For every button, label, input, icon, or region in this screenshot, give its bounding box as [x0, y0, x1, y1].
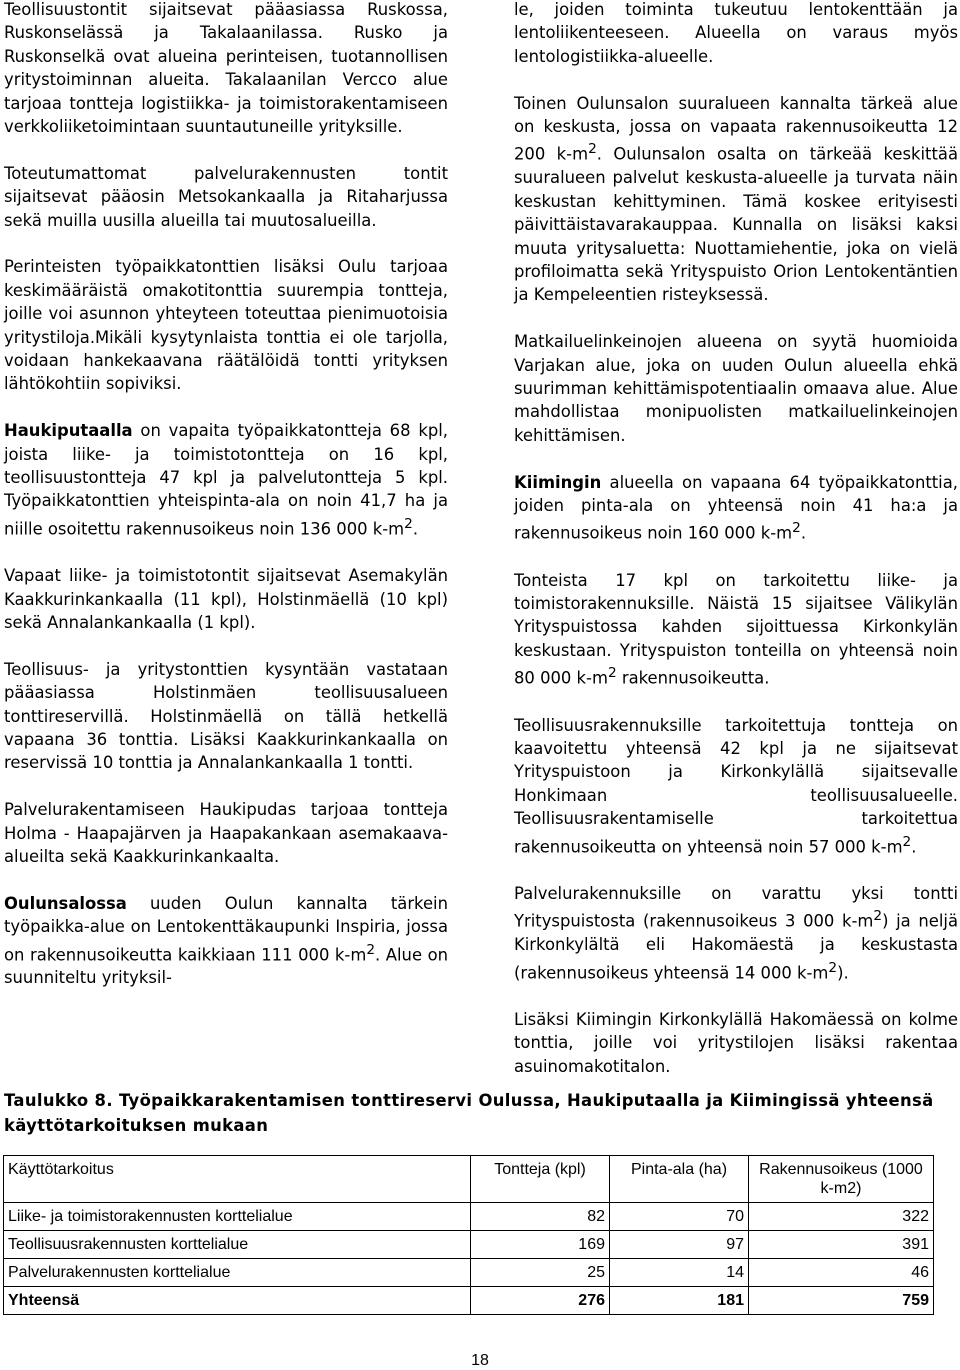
table-row — [4, 1259, 934, 1287]
header-rakennusoikeus: Rakennusoikeus (1000 k-m2) — [749, 1156, 934, 1203]
paragraph-teollisuustontit: Teollisuustontit sijaitsevat pääasiassa Ruskossa, Ruskonselässä ja Takalaanilassa. Rusko ja Ruskonselkä ovat alueina perinteisen, tuotannollisen yritystoiminnan alueita. Takalaanilan Vercco alue tarjoaa tontteja logistiikka- ja toimistorakentamiseen verkkoliiketoimintaan suuntautuneille yrityksille. — [4, 0, 448, 137]
superscript: 2 — [902, 833, 912, 850]
text-span: . — [800, 523, 807, 543]
superscript: 2 — [404, 515, 413, 532]
text-span: uuden Oulun kannalta tärkein työpaikka-alue on Lentokenttäkaupunki Inspiria, jossa on rakennusoikeutta kaikkiaan 111 000 k-m — [4, 893, 448, 965]
paragraph-lentokentta: le, joiden toiminta tukeutuu lentokenttään ja lentoliikenteeseen. Alueella on varaus myös lentologistiikka-alueelle. — [514, 0, 958, 66]
page-number: 18 — [471, 1352, 489, 1369]
paragraph-tyopaikkatontit: Perinteisten työpaikkatonttien lisäksi Oulu tarjoaa keskimääräistä omakotitonttia suurempia tontteja, joille voi asunnon yhteyteen toteuttaa pienimuotoisia yritystiloja.Mikäli kysytynlaista tonttia ei ole tarjolla, voidaan hankekaavana räätälöidä tontti yrityksen lähtökohtiin sopiviksi. — [4, 257, 448, 394]
text-span: Teollisuusrakennuksille tarkoitettuja tontteja on kaavoitettu yhteensä 42 kpl ja ne sijaitsevat Yrityspuistoon ja Kirkonkylällä sijaitsevalle Honkimaan teollisuusalueelle. Teollisuusrakentamiselle tarkoitettua rakennusoikeutta on yhteensä noin 57 000 k-m — [514, 715, 958, 857]
text-span: Palvelurakennuksille on varattu yksi tontti Yrityspuistosta (rakennusoikeus 3 000 k-m — [514, 883, 958, 931]
cell-name: Palvelurakennusten korttelialue — [4, 1259, 471, 1287]
paragraph-teollisuus-kiiminki — [514, 714, 958, 859]
header-kayttotarkoitus: Käyttötarkoitus — [4, 1156, 471, 1203]
superscript: 2 — [873, 908, 883, 925]
cell-total-plots: 276 — [471, 1287, 610, 1315]
tonttireservi-table — [3, 1155, 934, 1315]
left-text-column — [4, 0, 448, 990]
paragraph-matkailu: Matkailuelinkeinojen alueena on syytä huomioida Varjakan alue, joka on uuden Oulun alueella ehkä suurimman kehittämispotentiaalin omaava alue. Alue mahdollistaa monipuolisten matkailuelinkeinojen kehittämisen. — [514, 332, 958, 445]
highlight-haukiputaalla: Haukiputaalla — [4, 421, 133, 441]
text-span: . Alue on suunniteltu yrityksil- — [4, 945, 448, 988]
superscript: 2 — [828, 959, 838, 976]
table-caption: Taulukko 8. Työpaikkarakentamisen tonttireservi Oulussa, Haukiputaalla ja Kiimingissä yhteensä käyttötarkoituksen mukaan — [4, 1091, 934, 1135]
cell-rights: 391 — [749, 1231, 934, 1259]
cell-name: Liike- ja toimistorakennusten korttelialue — [4, 1203, 471, 1231]
cell-name: Teollisuusrakennusten korttelialue — [4, 1231, 471, 1259]
cell-total-rights: 759 — [749, 1287, 934, 1315]
text-span: Tonteista 17 kpl on tarkoitettu liike- ja toimistorakennuksille. Näistä 15 sijaitsee Välikylän Yrityspuistossa kahden sijoittuessa Kirkonkylän keskustaan. Yrityspuiston tonteilla on yhteensä noin 80 000 k-m — [514, 570, 958, 688]
paragraph-palvelurakennukset: Toteutumattomat palvelurakennusten tontit sijaitsevat pääosin Metsokankaalla ja Ritaharjussa sekä muilla uusilla alueilla tai muutosalueilla. — [4, 163, 448, 230]
text-span: . — [911, 837, 917, 857]
superscript: 2 — [792, 520, 801, 537]
table-total-row — [4, 1287, 934, 1315]
paragraph-liike-toimistotontit: Vapaat liike- ja toimistotontit sijaitsevat Asemakylän Kaakkurinkankaalla (11 kpl), Holstinmäellä (10 kpl) sekä Annalankankaalla (1 kpl). — [4, 566, 448, 632]
text-span: alueella on vapaana 64 työpaikkatonttia, joiden pinta-ala on yhteensä noin 41 ha:a ja rakennusoikeus noin 160 000 k-m — [514, 472, 958, 543]
cell-area: 70 — [610, 1203, 749, 1231]
cell-area: 14 — [610, 1259, 749, 1287]
text-span: . Oulunsalon osalta on tärkeää keskittää suuralueen palvelut keskusta-alueelle ja turvata näin keskustan kehittyminen. Tämä koskee erityisesti päivittäistavarakauppaa. Kunnalla on lisäksi kaksi muuta yritysaluetta: Nuottamiehentie, joka on vielä profiloimatta sekä Yrityspuisto Orion Lentokentäntien ja Kempeleentien risteyksessä. — [514, 144, 958, 305]
paragraph-teollisuus-kysynta: Teollisuus- ja yritystonttien kysyntään vastataan pääasiassa Holstinmäen teollisuusalueen tonttireservillä. Holstinmäellä on tällä hetkellä vapaana 36 tonttia. Lisäksi Kaakkurinkankaalla on reservissä 10 tonttia ja Annalankankaalla 1 tontti. — [4, 659, 448, 773]
table-row — [4, 1203, 934, 1231]
paragraph-palvelurakentaminen: Palvelurakentamiseen Haukipudas tarjoaa tontteja Holma - Haapajärven ja Haapakankaan asemakaava-alueilta sekä Kaakkurinkankaalta. — [4, 800, 448, 866]
text-span: ) ja neljä Kirkonkylältä eli Hakomäestä ja keskustasta (rakennusoikeus yhteensä 14 000 k-m — [514, 911, 958, 982]
right-text-column — [514, 0, 958, 1078]
paragraph-oulunsalo — [4, 892, 448, 990]
highlight-oulunsalossa: Oulunsalossa — [4, 893, 127, 913]
header-tontteja: Tontteja (kpl) — [471, 1156, 610, 1203]
superscript: 2 — [607, 665, 617, 682]
cell-plots: 82 — [471, 1203, 610, 1231]
cell-plots: 169 — [471, 1231, 610, 1259]
text-span: rakennusoikeutta. — [616, 668, 770, 688]
paragraph-palvelu-kiiminki — [514, 882, 958, 985]
text-span: Toinen Oulunsalon suuralueen kannalta tärkeä alue on keskusta, jossa on vapaata rakennusoikeutta 12 200 k-m — [514, 93, 958, 164]
cell-rights: 322 — [749, 1203, 934, 1231]
paragraph-oulunsalo-keskusta — [514, 92, 958, 307]
table-row — [4, 1231, 934, 1259]
text-span: ). — [837, 962, 849, 982]
paragraph-hakomaki: Lisäksi Kiimingin Kirkonkylällä Hakomäessä on kolme tonttia, joille voi yritystilojen lisäksi rakentaa asuinomakotitalon. — [514, 1009, 958, 1076]
cell-rights: 46 — [749, 1259, 934, 1287]
header-pinta-ala: Pinta-ala (ha) — [610, 1156, 749, 1203]
text-span: on vapaita työpaikkatontteja 68 kpl, joista liike- ja toimistotontteja on 16 kpl, teollisuustontteja 47 kpl ja palvelutontteja 5 kpl. Työpaikkatonttien yhteispinta-ala on noin 41,7 ha ja niille osoitettu rakennusoikeus noin 136 000 k-m — [4, 421, 448, 539]
cell-total-name: Yhteensä — [4, 1287, 471, 1315]
paragraph-liike-toimisto-kiiminki — [514, 569, 958, 691]
superscript: 2 — [366, 941, 376, 958]
table-header-row — [4, 1156, 934, 1203]
cell-total-area: 181 — [610, 1287, 749, 1315]
paragraph-haukipudas — [4, 419, 448, 541]
paragraph-kiiminki — [514, 471, 958, 546]
cell-plots: 25 — [471, 1259, 610, 1287]
cell-area: 97 — [610, 1231, 749, 1259]
text-span: . — [412, 519, 419, 539]
superscript: 2 — [588, 141, 597, 158]
highlight-kiimingin: Kiimingin — [514, 472, 602, 492]
